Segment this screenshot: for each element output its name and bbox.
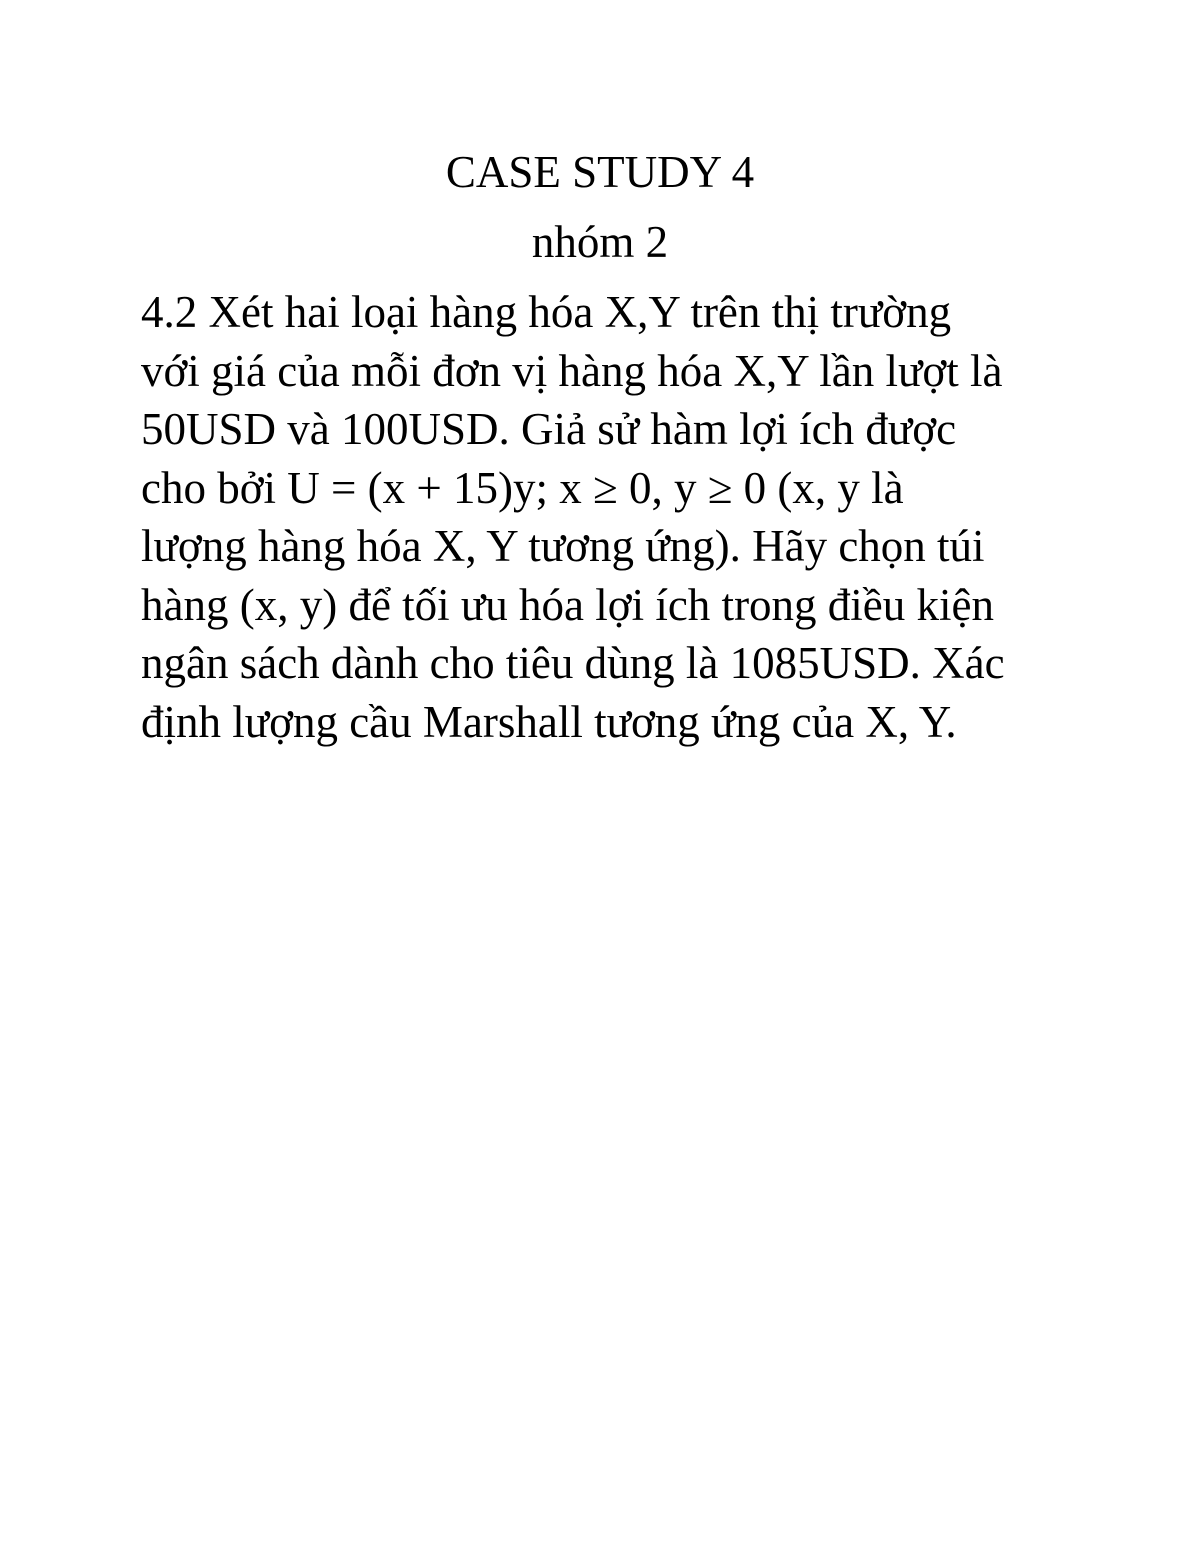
- problem-line: định lượng cầu Marshall tương ứng của X, Y.: [141, 696, 957, 747]
- problem-line: hàng (x, y) để tối ưu hóa lợi ích trong điều kiện: [141, 579, 995, 630]
- problem-line: cho bởi U = (x + 15)y; x ≥ 0, y ≥ 0 (x, y là: [141, 462, 904, 513]
- problem-line: ngân sách dành cho tiêu dùng là 1085USD. Xác: [141, 638, 1005, 688]
- document-subtitle: nhóm 2: [531, 217, 669, 267]
- problem-statement: [141, 283, 1141, 751]
- problem-line: với giá của mỗi đơn vị hàng hóa X,Y lần lượt là: [141, 345, 1003, 396]
- problem-line: lượng hàng hóa X, Y tương ứng). Hãy chọn túi: [141, 521, 985, 571]
- problem-line: 50USD và 100USD. Giả sử hàm lợi ích được: [141, 404, 957, 454]
- problem-line: 4.2 Xét hai loại hàng hóa X,Y trên thị trường: [141, 287, 952, 337]
- document-title: CASE STUDY 4: [445, 147, 755, 197]
